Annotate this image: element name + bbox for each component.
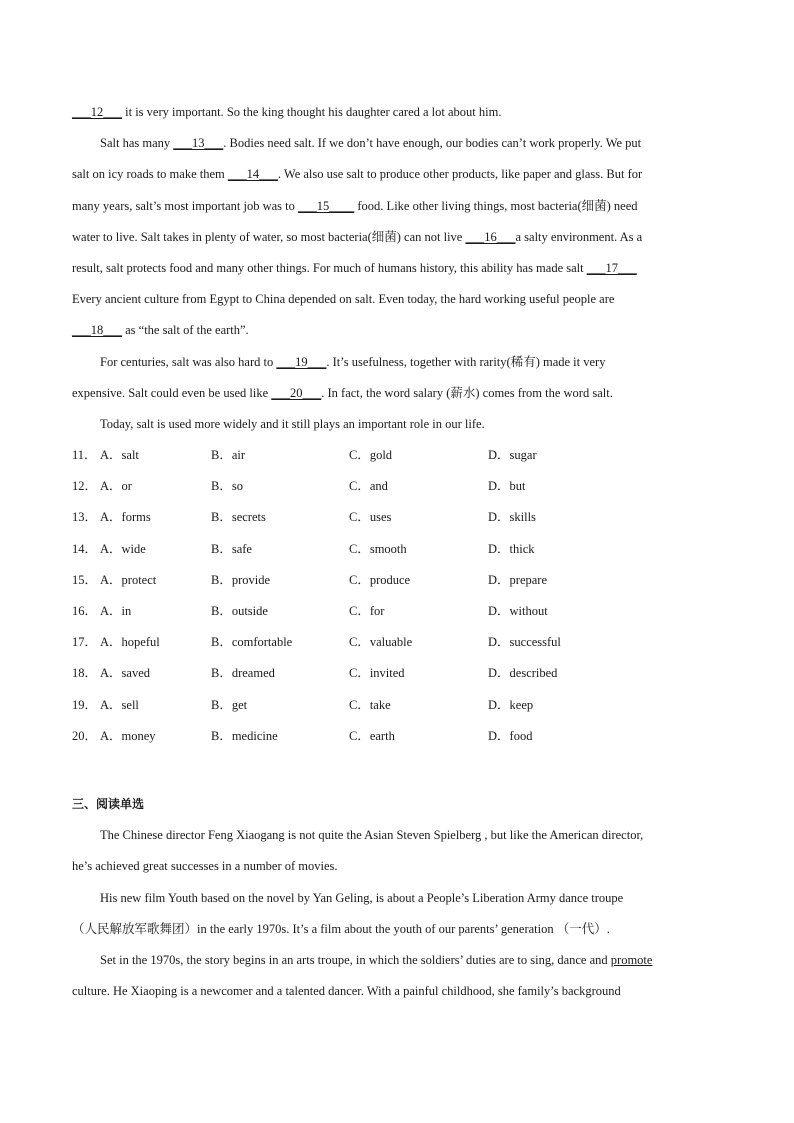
answer-option: C．invited xyxy=(349,666,405,681)
text-segment: culture. He Xiaoping is a newcomer and a talented dancer. With a painful childhood, she family’s background xyxy=(72,984,621,999)
text-segment: . In fact, the word salary (薪水) comes from the word salt. xyxy=(321,385,613,400)
passage-line xyxy=(72,163,722,194)
answer-option: B．medicine xyxy=(211,728,278,743)
answer-blank: ___20___ xyxy=(271,385,322,400)
passage-line xyxy=(72,288,722,319)
text-segment: Salt has many xyxy=(100,136,174,151)
reading-line xyxy=(72,980,722,1011)
text-segment: a salty environment. As a xyxy=(515,229,643,244)
answer-option: B．so xyxy=(211,479,243,494)
question-row xyxy=(72,444,722,475)
answer-option: B．outside xyxy=(211,604,268,618)
question-number: 19． xyxy=(72,697,98,712)
answer-blank: ___14___ xyxy=(227,167,278,182)
section-title: 三、阅读单选 xyxy=(72,796,145,811)
answer-blank: ___16___ xyxy=(465,229,516,244)
answer-option: B．provide xyxy=(211,572,271,587)
text-segment: expensive. Salt could even be used like xyxy=(72,385,272,400)
text-segment: salt on icy roads to make them xyxy=(72,167,228,182)
answer-option: D．sugar xyxy=(488,448,537,463)
answer-option: A．hopeful xyxy=(100,635,160,650)
answer-option: D．described xyxy=(488,666,558,681)
answer-option: D．without xyxy=(488,604,548,618)
question-number: 16． xyxy=(72,604,98,618)
answer-option: D．keep xyxy=(488,697,534,712)
answer-option: D．but xyxy=(488,479,526,494)
answer-option: B．air xyxy=(211,448,246,463)
answer-option: B．get xyxy=(211,697,248,712)
answer-blank: ___13___ xyxy=(173,136,224,151)
answer-option: D．food xyxy=(488,728,533,743)
question-row xyxy=(72,506,722,537)
reading-line xyxy=(72,949,722,980)
text-segment: it is very important. So the king thought his daughter cared a lot about him. xyxy=(122,105,502,119)
answer-option: C．smooth xyxy=(349,541,407,556)
answer-option: A．salt xyxy=(100,448,139,463)
question-row xyxy=(72,569,722,600)
text-segment: For centuries, salt was also hard to xyxy=(100,354,277,369)
answer-option: A．or xyxy=(100,479,132,494)
passage-line xyxy=(72,413,722,444)
text-segment: as “the salt of the earth”. xyxy=(122,323,249,338)
text-segment: （人民解放军歌舞团）in the early 1970s. It’s a film about the youth of our parents’ generation （一代）. xyxy=(72,921,610,936)
answer-option: C．uses xyxy=(349,510,392,525)
answer-option: C．gold xyxy=(349,448,393,463)
answer-blank: ___12___ xyxy=(72,105,122,119)
reading-line xyxy=(72,855,722,886)
answer-option: C．take xyxy=(349,697,391,712)
question-row xyxy=(72,725,722,756)
text-segment: many years, salt’s most important job was to xyxy=(72,198,299,213)
answer-blank: ___19___ xyxy=(276,354,327,369)
reading-line xyxy=(72,887,722,918)
answer-option: C．and xyxy=(349,479,388,494)
answer-option: A．protect xyxy=(100,572,157,587)
text-segment: The Chinese director Feng Xiaogang is not quite the Asian Steven Spielberg , but like the American director, xyxy=(100,828,644,843)
passage-line xyxy=(72,351,722,382)
question-row xyxy=(72,538,722,569)
answer-option: C．for xyxy=(349,604,385,618)
question-row xyxy=(72,631,722,662)
question-number: 14． xyxy=(72,541,98,556)
answer-option: A．sell xyxy=(100,697,139,712)
question-number: 13． xyxy=(72,510,98,525)
passage-line xyxy=(72,226,722,257)
reading-line xyxy=(72,824,722,855)
answer-option: D．prepare xyxy=(488,572,547,587)
text-segment: . Bodies need salt. If we don’t have enough, our bodies can’t work properly. We put xyxy=(223,136,642,151)
question-row xyxy=(72,694,722,725)
answer-option: A．money xyxy=(100,728,156,743)
answer-option: B．secrets xyxy=(211,510,266,525)
question-number: 11． xyxy=(72,448,97,463)
answer-option: C．earth xyxy=(349,728,395,743)
question-row xyxy=(72,662,722,693)
text-segment: . We also use salt to produce other products, like paper and glass. But for xyxy=(277,167,643,182)
answer-option: B．comfortable xyxy=(211,635,293,650)
answer-option: C．valuable xyxy=(349,635,413,650)
answer-blank: ___17___ xyxy=(586,260,637,275)
question-number: 20． xyxy=(72,728,98,743)
answer-option: A．saved xyxy=(100,666,150,681)
text-segment: His new film Youth based on the novel by Yan Geling, is about a People’s Liberation Army dance troupe xyxy=(100,890,624,905)
question-row xyxy=(72,475,722,506)
text-segment: Today, salt is used more widely and it still plays an important role in our life. xyxy=(100,416,485,431)
answer-option: B．safe xyxy=(211,541,252,556)
passage-line xyxy=(72,101,722,132)
text-segment: he’s achieved great successes in a number of movies. xyxy=(72,859,338,874)
text-segment: result, salt protects food and many other things. For much of humans history, this ability has made salt xyxy=(72,260,587,275)
answer-option: D．skills xyxy=(488,510,536,525)
answer-option: A．wide xyxy=(100,541,146,556)
text-segment: water to live. Salt takes in plenty of water, so most bacteria(细菌) can not live xyxy=(72,229,466,244)
cloze-passage xyxy=(72,101,722,444)
answer-blank: ___15____ xyxy=(298,198,355,213)
text-segment: Every ancient culture from Egypt to China depended on salt. Even today, the hard working useful people are xyxy=(72,292,615,307)
passage-line xyxy=(72,319,722,350)
answer-option: A．in xyxy=(100,604,132,618)
document-page xyxy=(72,101,722,1011)
question-number: 18． xyxy=(72,666,98,681)
answer-blank: ___18___ xyxy=(72,323,122,338)
text-segment: Set in the 1970s, the story begins in an arts troupe, in which the soldiers’ duties are to sing, dance and xyxy=(100,952,611,967)
question-number: 15． xyxy=(72,572,98,587)
text-segment: food. Like other living things, most bacteria(细菌) need xyxy=(354,198,638,213)
question-list xyxy=(72,444,722,756)
passage-line xyxy=(72,382,722,413)
answer-option: D．successful xyxy=(488,635,561,650)
question-row xyxy=(72,600,722,631)
underlined-word: promote xyxy=(610,952,653,967)
passage-line xyxy=(72,132,722,163)
answer-option: B．dreamed xyxy=(211,666,275,681)
answer-option: C．produce xyxy=(349,572,411,587)
question-number: 12． xyxy=(72,479,98,494)
passage-line xyxy=(72,195,722,226)
text-segment: . It’s usefulness, together with rarity(稀有) made it very xyxy=(326,354,606,369)
passage-line xyxy=(72,257,722,288)
reading-passage xyxy=(72,824,722,1011)
answer-option: D．thick xyxy=(488,541,535,556)
reading-line xyxy=(72,918,722,949)
answer-option: A．forms xyxy=(100,510,151,525)
question-number: 17． xyxy=(72,635,98,650)
